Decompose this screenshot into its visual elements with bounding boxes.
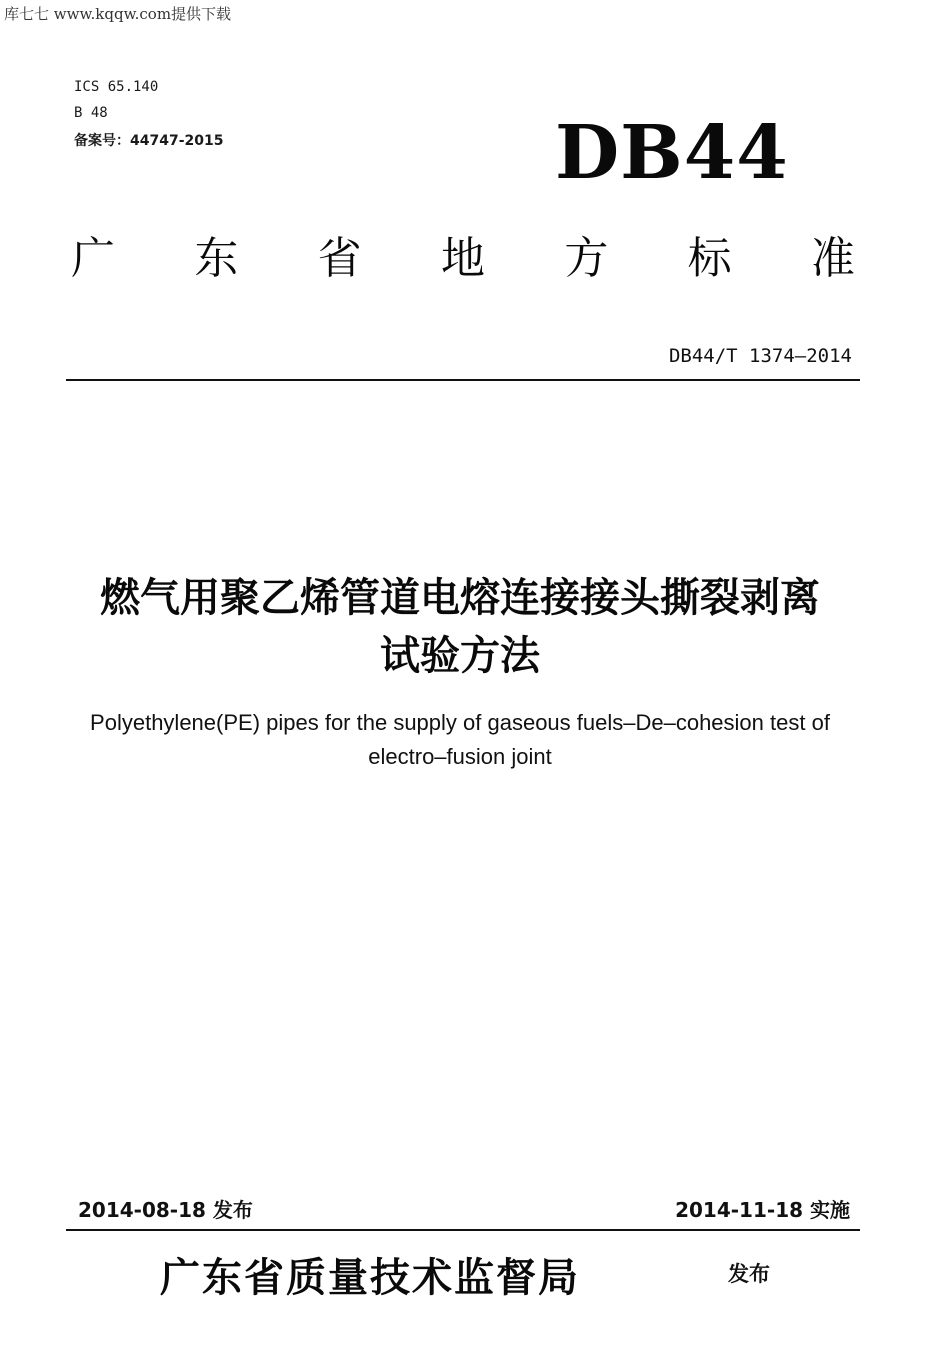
top-divider [66, 379, 860, 381]
implement-date: 2014-11-18 实施 [675, 1198, 850, 1222]
heading-char: 标 [687, 233, 732, 284]
issuer-name: 广东省质量技术监督局 [160, 1254, 580, 1301]
bottom-divider [66, 1229, 860, 1231]
category-code: B 48 [74, 105, 108, 121]
standard-prefix-code: DB44 [555, 110, 789, 196]
heading-char: 地 [440, 233, 485, 284]
ics-code: ICS 65.140 [74, 79, 159, 95]
title-en-line1: Polyethylene(PE) pipes for the supply of gaseous fuels–De–cohesion test of [90, 710, 830, 735]
heading-char: 省 [317, 233, 362, 284]
heading-char: 方 [564, 233, 609, 284]
filing-number: 备案号：44747-2015 [74, 133, 224, 149]
province-standard-heading [68, 222, 858, 286]
title-cn-line2: 试验方法 [380, 633, 540, 679]
heading-char: 准 [810, 233, 855, 284]
title-cn-line1: 燃气用聚乙烯管道电熔连接接头撕裂剥离 [100, 575, 820, 621]
heading-char: 广 [71, 233, 115, 284]
title-en-line2: electro–fusion joint [368, 744, 552, 769]
issuer-suffix: 发布 [728, 1262, 770, 1286]
publish-date: 2014-08-18 发布 [78, 1198, 253, 1222]
heading-char: 东 [194, 233, 239, 284]
standard-number: DB44/T 1374—2014 [668, 345, 852, 367]
watermark-text: 库七七 www.kqqw.com提供下载 [4, 5, 232, 23]
